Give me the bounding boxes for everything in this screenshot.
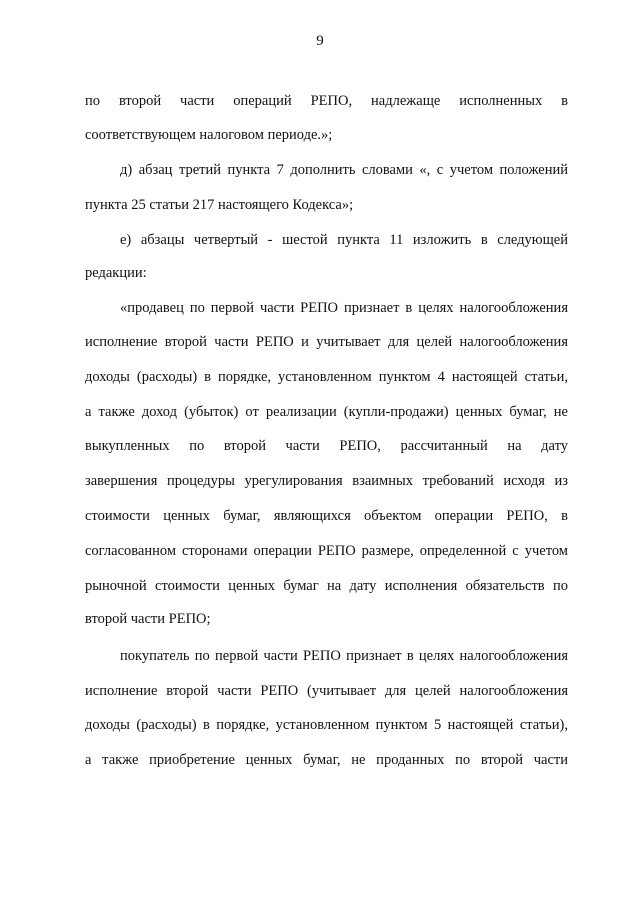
page-number: 9 [316,33,324,49]
text-line: выкупленных по второй части РЕПО, рассчитанный на дату [85,438,568,454]
text-line: исполнение второй части РЕПО (учитывает для целей налогообложения [85,683,568,699]
text-line: д) абзац третий пункта 7 дополнить словами «, с учетом положений [120,162,568,178]
text-line: второй части РЕПО; [85,611,211,627]
text-line: а также доход (убыток) от реализации (купли-продажи) ценных бумаг, не [85,404,568,420]
text-line: соответствующем налоговом периоде.»; [85,127,333,143]
text-line: а также приобретение ценных бумаг, не проданных по второй части [85,752,568,768]
text-line: редакции: [85,265,147,281]
text-line: исполнение второй части РЕПО и учитывает для целей налогообложения [85,334,568,350]
text-line: завершения процедуры урегулирования взаимных требований исходя из [85,473,568,489]
text-line: рыночной стоимости ценных бумаг на дату исполнения обязательств по [85,578,568,594]
text-line: доходы (расходы) в порядке, установленном пунктом 4 настоящей статьи, [85,369,568,385]
text-line: стоимости ценных бумаг, являющихся объектом операции РЕПО, в [85,508,568,524]
text-line: согласованном сторонами операции РЕПО размере, определенной с учетом [85,543,568,559]
text-line: по второй части операций РЕПО, надлежаще исполненных в [85,93,568,109]
text-line: доходы (расходы) в порядке, установленном пунктом 5 настоящей статьи), [85,717,568,733]
text-line: «продавец по первой части РЕПО признает в целях налогообложения [120,300,568,316]
text-line: е) абзацы четвертый - шестой пункта 11 изложить в следующей [120,232,568,248]
text-line: покупатель по первой части РЕПО признает в целях налогообложения [120,648,568,664]
text-line: пункта 25 статьи 217 настоящего Кодекса»; [85,197,354,213]
